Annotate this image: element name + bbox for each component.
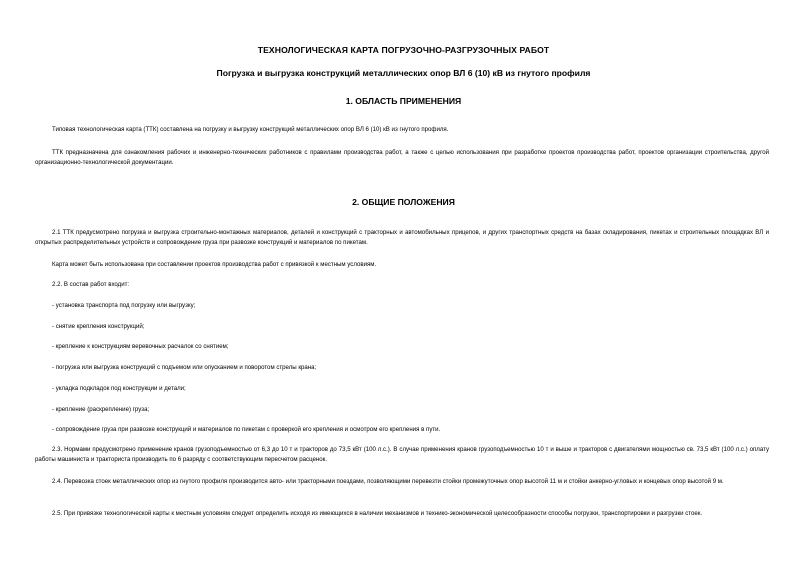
section-1-paragraph-1: Типовая технологическая карта (ТТК) составлена на погрузку и выгрузку конструкций металлических опор ВЛ 6 (10) кВ из гнутого профиля. (52, 126, 449, 133)
document-subtitle: Погрузка и выгрузка конструкций металлических опор ВЛ 6 (10) кВ из гнутого профиля (216, 68, 591, 78)
list-item: - установка транспорта под погрузку или выгрузку; (52, 302, 196, 309)
list-item: - укладка подкладок под конструкции и детали; (52, 385, 186, 392)
section-2-paragraph-4: 2.3. Нормами предусмотрено применение кранов грузоподъемностью от 6,3 до 10 т и тракторов до 73,5 кВт (100 л.с.). В случае применения кранов грузоподъемностью 10 т и выше и тракторов с двигателями мощностью св. 73,5 кВт (100 л.с.) оплату работы машиниста и тракториста производить по 6 разряду с соответствующим пересчетом расценок. (35, 446, 769, 463)
section-1-heading: 1. ОБЛАСТЬ ПРИМЕНЕНИЯ (345, 96, 462, 106)
section-2-paragraph-3: 2.2. В состав работ входит: (52, 281, 130, 288)
list-item: - крепление к конструкциям веревочных расчалок со снятием; (52, 343, 229, 350)
section-1-paragraph-2: ТТК предназначена для ознакомления рабочих и инженерно-технических работников с правилами производства работ, а также с целью использования при разработке проектов производства работ, проектов организации строительства, другой организационно-технологической документации. (35, 149, 769, 166)
list-item: - погрузка или выгрузка конструкций с подъемом или опусканием и поворотом стрелы крана; (52, 364, 317, 371)
list-item: - крепление (раскрепление) груза; (52, 406, 150, 413)
section-2-heading: 2. ОБЩИЕ ПОЛОЖЕНИЯ (352, 197, 455, 207)
section-2-paragraph-2: Карта может быть использована при составлении проектов производства работ с привязкой к местным условиям. (52, 261, 377, 268)
section-2-paragraph-6: 2.5. При привязке технологической карты к местным условиям следует определить исходя из имеющихся в наличии механизмов и технико-экономической целесообразности способы погрузки, транспортировки и разгрузки стоек. (52, 510, 703, 517)
document-title: ТЕХНОЛОГИЧЕСКАЯ КАРТА ПОГРУЗОЧНО-РАЗГРУЗОЧНЫХ РАБОТ (257, 45, 550, 55)
section-2-paragraph-1: 2.1 ТТК предусмотрено погрузка и выгрузка строительно-монтажных материалов, деталей и конструкций с тракторных и автомобильных прицепов, и других транспортных средств на базах складирования, пикетах и строительных площадках ВЛ и открытых распределительных устройств и сопровождение груза при развозке конструкций и материалов по пикетам. (35, 229, 769, 246)
list-item: - снятие крепления конструкций; (52, 323, 145, 330)
section-2-paragraph-5: 2.4. Перевозка стоек металлических опор из гнутого профиля производится авто- или тракторными поездами, позволяющими перевезти стойки промежуточных опор высотой 11 м и стойки анкерно-угловых и концевых опор высотой 9 м. (52, 478, 724, 485)
list-item: - сопровождение груза при развозке конструкций и материалов по пикетам с проверкой его крепления и осмотром его крепления в пути. (52, 426, 441, 433)
